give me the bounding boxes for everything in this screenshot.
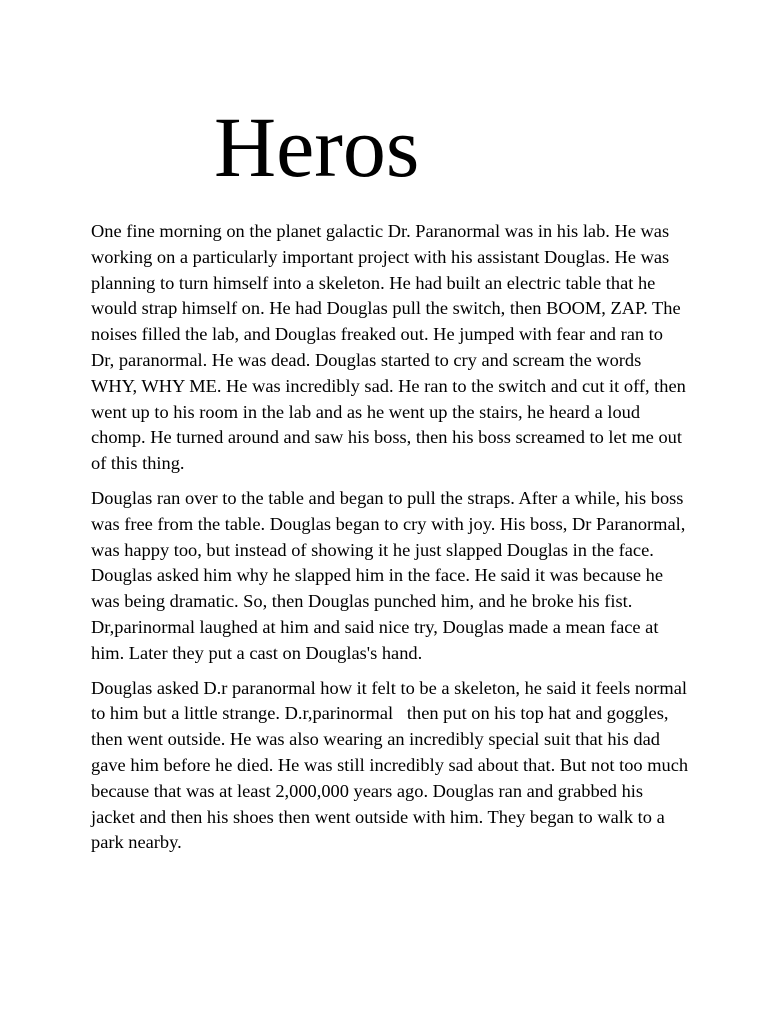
paragraph-2: Douglas ran over to the table and began to pull the straps. After a while, his boss was free from the table. Douglas began to cry with joy. His boss, Dr Paranormal, was happy too, but instead of showing it he just slapped Douglas in the face. Douglas asked him why he slapped him in the face. He said it was because he was being dramatic. So, then Douglas punched him, and he broke his fist. Dr,parinormal laughed at him and said nice try, Douglas made a mean face at him. Later they put a cast on Douglas's hand. bbox=[91, 487, 690, 663]
document-title: Heros bbox=[214, 99, 420, 195]
paragraph-3: Douglas asked D.r paranormal how it felt to be a skeleton, he said it feels normal to him but a little strange. D.r,parinormal then put on his top hat and goggles, then went outside. He was also wearing an incredibly special suit that his dad gave him before he died. He was still incredibly sad about that. But not too much because that was at least 2,000,000 years ago. Douglas ran and grabbed his jacket and then his shoes then went outside with him. They began to walk to a park nearby. bbox=[91, 677, 693, 853]
document-body bbox=[91, 219, 691, 865]
paragraph-1: One fine morning on the planet galactic Dr. Paranormal was in his lab. He was working on a particularly important project with his assistant Douglas. He was planning to turn himself into a skeleton. He had built an electric table that he would strap himself on. He had Douglas pull the switch, then BOOM, ZAP. The noises filled the lab, and Douglas freaked out. He jumped with fear and ran to Dr, paranormal. He was dead. Douglas started to cry and scream the words WHY, WHY ME. He was incredibly sad. He ran to the switch and cut it off, then went up to his room in the lab and as he went up the stairs, he heard a loud chomp. He turned around and saw his boss, then his boss screamed to let me out of this thing. bbox=[91, 221, 691, 474]
